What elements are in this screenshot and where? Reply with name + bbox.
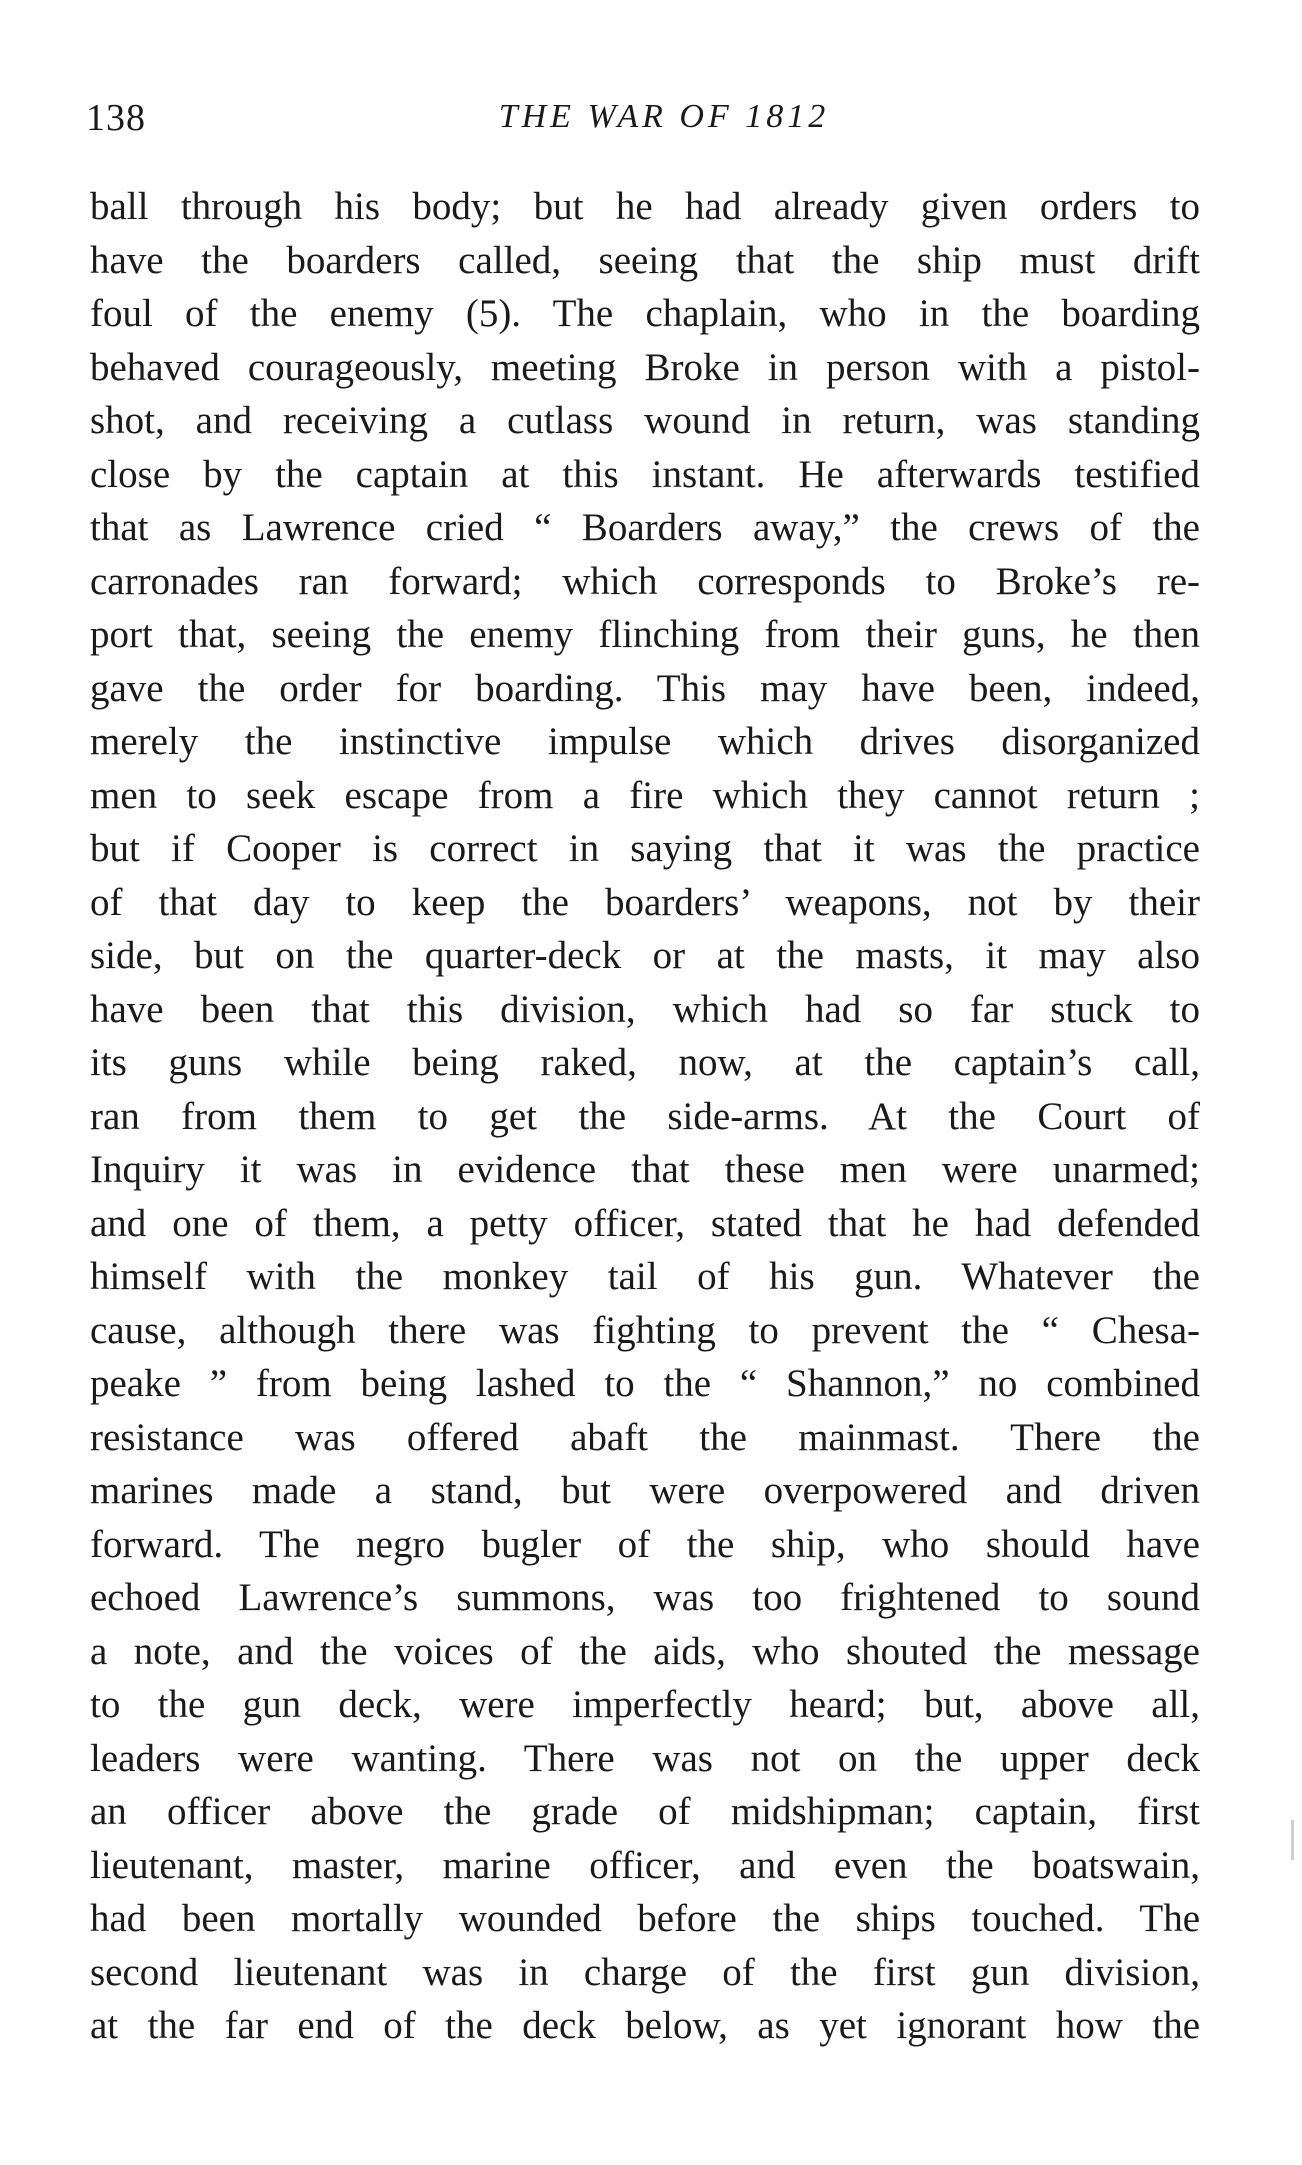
text-line	[90, 1304, 1200, 1358]
text-line-content: at the far end of the deck below, as yet ignorant how the	[90, 2004, 1200, 2047]
text-line	[90, 769, 1200, 823]
page-number: 138	[86, 97, 146, 139]
text-line	[90, 180, 1200, 234]
text-line-content: port that, seeing the enemy flinching from their guns, he then	[90, 613, 1200, 656]
body-text	[90, 180, 1200, 2053]
text-line	[90, 448, 1200, 502]
text-line	[90, 608, 1200, 662]
text-line	[90, 983, 1200, 1037]
running-title: THE WAR OF 1812	[498, 98, 830, 135]
text-line	[90, 1785, 1200, 1839]
text-line	[90, 394, 1200, 448]
text-line-content: an officer above the grade of midshipman; captain, first	[90, 1790, 1200, 1833]
text-line-content: side, but on the quarter-deck or at the masts, it may also	[90, 934, 1200, 977]
text-line-content: carronades ran forward; which corresponds to Broke’s re-	[90, 559, 1200, 603]
text-line-content: forward. The negro bugler of the ship, who should have	[90, 1522, 1200, 1566]
text-line-content: have been that this division, which had so far stuck to	[90, 987, 1200, 1031]
text-line-content: ball through his body; but he had already given orders to	[90, 185, 1200, 228]
text-line	[90, 929, 1200, 983]
text-line-content: leaders were wanting. There was not on the upper deck	[90, 1736, 1200, 1780]
text-line-content: himself with the monkey tail of his gun. Whatever the	[90, 1255, 1200, 1298]
text-line-content: echoed Lawrence’s summons, was too frightened to sound	[90, 1576, 1200, 1619]
text-line	[90, 287, 1200, 341]
text-line	[90, 1732, 1200, 1786]
text-line-content: a note, and the voices of the aids, who shouted the message	[90, 1629, 1200, 1673]
text-line-content: but if Cooper is correct in saying that it was the practice	[90, 827, 1200, 870]
text-line	[90, 1678, 1200, 1732]
text-line-content: lieutenant, master, marine officer, and even the boatswain,	[90, 1843, 1200, 1887]
text-line	[90, 1892, 1200, 1946]
text-line-content: shot, and receiving a cutlass wound in return, was standing	[90, 399, 1200, 442]
text-line-content: ran from them to get the side-arms. At the Court of	[90, 1094, 1200, 1138]
text-line-content: marines made a stand, but were overpowered and driven	[90, 1469, 1200, 1512]
text-line-content: its guns while being raked, now, at the captain’s call,	[90, 1041, 1200, 1084]
text-line-content: behaved courageously, meeting Broke in person with a pistol-	[90, 345, 1200, 389]
text-line	[90, 1143, 1200, 1197]
text-line-content: that as Lawrence cried “ Boarders away,” the crews of the	[90, 506, 1200, 549]
text-line-content: peake ” from being lashed to the “ Shannon,” no combined	[90, 1362, 1200, 1405]
text-line	[90, 1946, 1200, 2000]
text-line-content: close by the captain at this instant. He afterwards testified	[90, 452, 1200, 496]
text-line-content: to the gun deck, were imperfectly heard; but, above all,	[90, 1683, 1200, 1726]
text-line	[90, 555, 1200, 609]
text-line-content: Inquiry it was in evidence that these men were unarmed;	[90, 1148, 1200, 1191]
text-line-content: foul of the enemy (5). The chaplain, who in the boarding	[90, 292, 1200, 335]
text-line-content: cause, although there was fighting to prevent the “ Chesa-	[90, 1308, 1200, 1352]
text-line	[90, 1464, 1200, 1518]
text-line	[90, 1090, 1200, 1144]
text-line	[90, 662, 1200, 716]
text-line-content: resistance was offered abaft the mainmast. There the	[90, 1415, 1200, 1459]
text-line-content: second lieutenant was in charge of the first gun division,	[90, 1950, 1200, 1994]
text-line	[90, 234, 1200, 288]
text-line	[90, 715, 1200, 769]
text-line-content: have the boarders called, seeing that the ship must drift	[90, 238, 1200, 282]
running-head	[86, 96, 1202, 146]
text-line-content: merely the instinctive impulse which drives disorganized	[90, 720, 1200, 763]
text-line	[90, 1999, 1200, 2053]
text-line	[90, 341, 1200, 395]
text-line	[90, 1250, 1200, 1304]
text-line	[90, 1036, 1200, 1090]
text-line-content: of that day to keep the boarders’ weapons, not by their	[90, 880, 1200, 924]
text-line-content: and one of them, a petty officer, stated that he had defended	[90, 1201, 1200, 1245]
text-line-content: men to seek escape from a fire which they cannot return ;	[90, 773, 1200, 817]
text-line	[90, 1357, 1200, 1411]
text-line	[90, 1411, 1200, 1465]
text-line	[90, 1197, 1200, 1251]
text-line	[90, 876, 1200, 930]
text-line-content: gave the order for boarding. This may have been, indeed,	[90, 666, 1200, 710]
text-line	[90, 1625, 1200, 1679]
text-line	[90, 501, 1200, 555]
page-edge-mark	[1291, 1820, 1294, 1860]
text-line	[90, 1571, 1200, 1625]
text-line	[90, 1839, 1200, 1893]
text-line	[90, 822, 1200, 876]
text-line-content: had been mortally wounded before the ships touched. The	[90, 1897, 1200, 1940]
text-line	[90, 1518, 1200, 1572]
